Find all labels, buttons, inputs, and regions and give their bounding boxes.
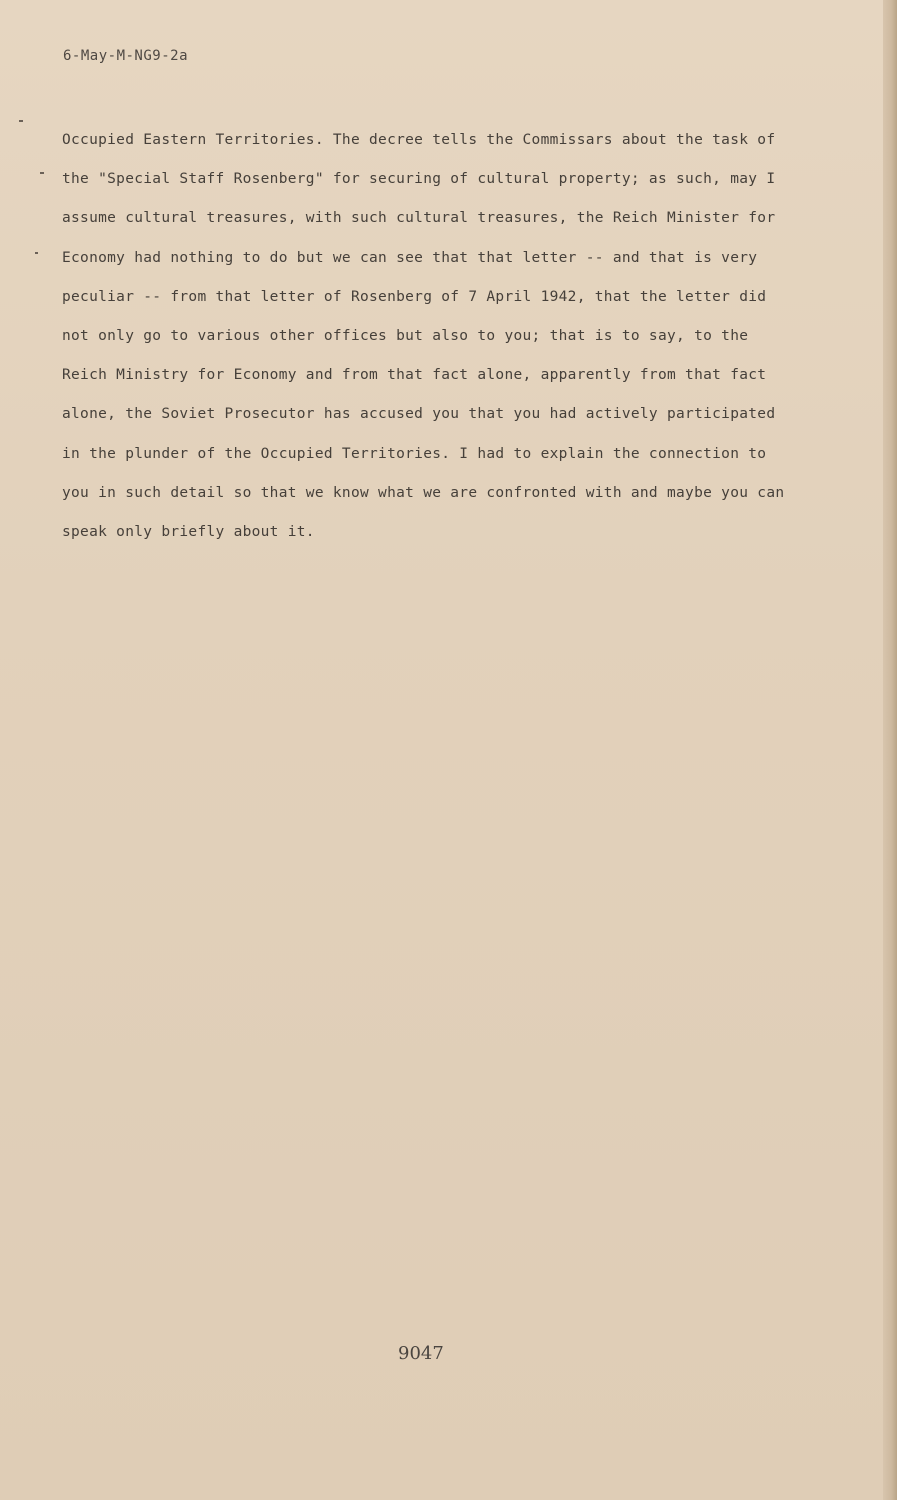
text-line: assume cultural treasures, with such cultural treasures, the Reich Minister for (62, 210, 776, 227)
text-line: you in such detail so that we know what we are confronted with and maybe you can (62, 484, 785, 501)
margin-mark (35, 252, 38, 254)
margin-mark (19, 120, 23, 122)
text-line: speak only briefly about it. (62, 523, 315, 540)
transcript-body (62, 130, 842, 561)
document-reference: 6-May-M-NG9-2a (63, 48, 189, 64)
paper-edge (883, 0, 897, 1500)
text-line: in the plunder of the Occupied Territories. I had to explain the connection to (62, 445, 767, 462)
text-line: not only go to various other offices but also to you; that is to say, to the (62, 327, 749, 344)
text-line: the "Special Staff Rosenberg" for securing of cultural property; as such, may I (62, 171, 776, 188)
text-line: Occupied Eastern Territories. The decree tells the Commissars about the task of (62, 132, 776, 148)
text-line: Reich Ministry for Economy and from that fact alone, apparently from that fact (62, 367, 767, 384)
margin-mark (40, 172, 44, 174)
page-number: 9047 (398, 1343, 444, 1364)
text-line: Economy had nothing to do but we can see that that letter -- and that is very (62, 249, 758, 266)
text-line: alone, the Soviet Prosecutor has accused you that you had actively participated (62, 406, 776, 423)
text-line: peculiar -- from that letter of Rosenberg of 7 April 1942, that the letter did (62, 288, 767, 305)
